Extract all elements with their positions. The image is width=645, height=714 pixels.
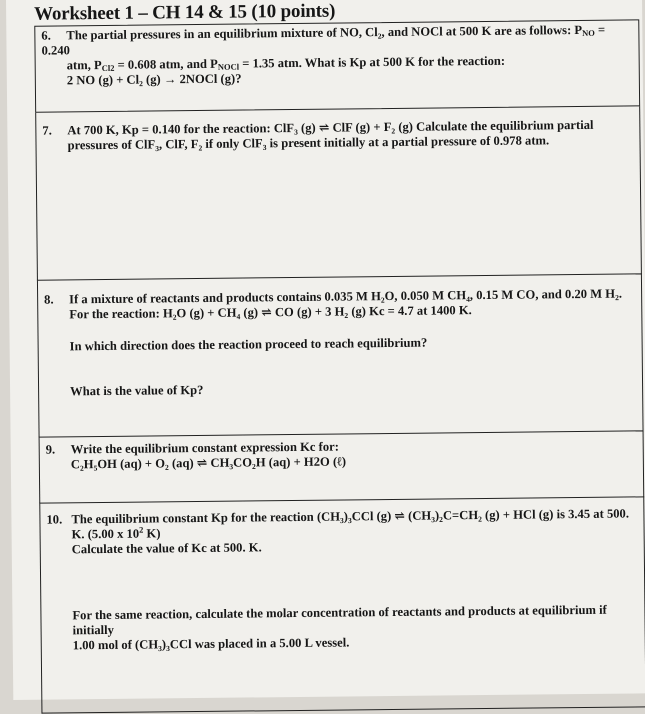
question-6-line-1-end: = 0.240	[41, 22, 606, 58]
question-10-line-2a: K. (5.00 x 10	[71, 526, 140, 542]
question-10-box	[39, 497, 645, 713]
question-6-line-2-sub-1: Cl2	[101, 62, 115, 74]
worksheet-page	[6, 0, 645, 700]
question-7-line-2: pressures of ClF₃, ClF, F₂ if only ClF₃ is present initially at a partial pressure of 0.978 atm.	[67, 133, 550, 153]
question-9-line-1: Write the equilibrium constant expression Kc for:	[70, 439, 339, 457]
question-6-line-2a: atm, P	[66, 58, 102, 73]
worksheet-title: Worksheet 1 – CH 14 & 15 (10 points)	[34, 0, 336, 25]
question-7-box	[35, 106, 642, 280]
question-8-box	[37, 274, 644, 437]
question-8-line-3: In which direction does the reaction proceed to reach equilibrium?	[69, 335, 428, 354]
question-10-line-1: The equilibrium constant Kp for the reaction (CH₃)₃CCl (g) ⇌ (CH₃)₂C=CH₂ (g) + HCl (g) is 3.45 at 500.	[71, 506, 630, 527]
question-10-line-5: 1.00 mol of (CH₃)₃CCl was placed in a 5.00 L vessel.	[72, 635, 350, 653]
question-10-line-3: Calculate the value of Kc at 500. K.	[71, 540, 262, 557]
question-8-number: 8.	[44, 292, 54, 307]
question-10-number: 10.	[46, 512, 63, 527]
question-6-line-1-sub: NO	[582, 27, 595, 38]
question-6-line-2b: = 0.608 atm, and P	[114, 56, 218, 72]
question-10-line-2-sup: 2	[139, 524, 144, 535]
question-10	[46, 506, 639, 653]
question-7	[42, 117, 634, 153]
question-6-reaction: 2 NO (g) + Cl₂ (g) → 2NOCl (g)?	[66, 71, 242, 88]
question-9-line-2: C₂H₅OH (aq) + O₂ (aq) ⇌ CH₃CO₂H (aq) + H2O (ℓ)	[70, 454, 347, 472]
question-10-line-4: For the same reaction, calculate the molar concentration of reactants and products at equilibrium if initially	[72, 602, 607, 638]
question-8-line-1: If a mixture of reactants and products contains 0.035 M H₂O, 0.050 M CH₄, 0.15 M CO, and 0.20 M H₂.	[69, 286, 623, 307]
question-6-line-2-sub-2: NOCl	[217, 61, 240, 72]
question-8-line-4: What is the value of Kp?	[70, 382, 204, 399]
question-9-box	[39, 431, 645, 503]
question-6-line-2c: = 1.35 atm. What is Kp at 500 K for the reaction:	[238, 53, 506, 71]
question-6-number: 6.	[41, 28, 51, 43]
question-10-line-2b: K)	[143, 526, 161, 541]
question-8	[44, 286, 637, 399]
question-7-line-1: At 700 K, Kp = 0.140 for the reaction: ClF₃ (g) ⇌ ClF (g) + F₂ (g) Calculate the equilibrium partial	[67, 117, 594, 138]
question-6-box	[34, 19, 640, 112]
question-9	[46, 436, 638, 472]
question-9-number: 9.	[45, 442, 56, 457]
question-6	[41, 22, 634, 88]
question-6-line-1: The partial pressures in an equilibrium mixture of NO, Cl₂, and NOCl at 500 K are as follows: P	[66, 22, 583, 43]
question-7-number: 7.	[42, 123, 52, 138]
question-8-line-2: For the reaction: H₂O (g) + CH₄ (g) ⇌ CO (g) + 3 H₂ (g) Kc = 4.7 at 1400 K.	[69, 303, 472, 322]
